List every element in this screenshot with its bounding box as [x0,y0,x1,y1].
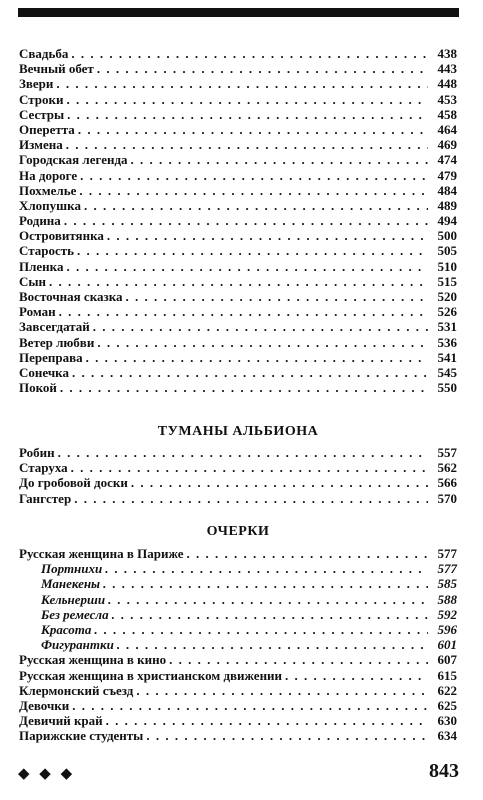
toc-entry-title: Красота [41,621,92,637]
toc-entry [19,460,457,475]
toc-entry-page: 630 [437,713,457,729]
toc-entry-title: Фигурантки [41,637,114,653]
toc-entry-title: Оперетта [19,121,75,137]
dot-leader [97,335,428,350]
toc-entry-title: Гангстер [19,490,72,506]
toc-entry [19,365,457,380]
toc-entry-page: 550 [437,380,457,396]
toc-entry-title: Парижские студенты [19,728,144,744]
toc-entry-page: 453 [437,91,457,107]
dot-leader [64,213,428,228]
toc-entry-title: Хлопушка [19,197,81,213]
toc-entry [19,350,457,365]
toc-entry-title: Манекены [41,576,101,592]
toc-entry [19,607,457,622]
dot-leader [108,592,428,607]
toc-entry-title: Свадьба [19,46,69,61]
toc-entry [19,183,457,198]
toc-entry-title: Похмелье [19,182,77,198]
dot-leader [187,546,428,561]
dot-leader [71,46,428,61]
toc-entry-title: Роман [19,304,56,320]
dot-leader [72,365,428,380]
toc-entry-page: 438 [437,46,457,61]
toc-entry [19,61,457,76]
toc-entry-page: 577 [437,561,457,577]
dot-leader [49,274,428,289]
toc-entry [19,637,457,652]
dot-leader [67,107,428,122]
toc-entry-page: 448 [437,76,457,92]
dot-leader [66,137,428,152]
toc-entry [19,274,457,289]
toc-entry-page: 541 [437,349,457,365]
dot-leader [97,61,428,76]
toc-entry-title: Русская женщина в христианском движении [19,667,283,683]
toc-entry [19,713,457,728]
toc-entry [19,198,457,213]
dot-leader [71,460,428,475]
toc-entry-title: Восточная сказка [19,289,123,304]
toc-entry-page: 566 [437,475,457,491]
dot-leader [80,168,428,183]
section-heading-ocherki: ОЧЕРКИ [206,524,270,539]
toc-entry [19,259,457,274]
toc-entry-page: 562 [437,460,457,476]
toc-entry-title: Сын [19,273,47,289]
toc-entry-page: 458 [437,106,457,122]
toc-entry [19,243,457,258]
toc-entry [19,561,457,576]
dot-leader [60,380,428,395]
top-rule [18,8,459,17]
toc-entry-page: 545 [437,364,457,380]
toc-entry-page: 443 [437,61,457,77]
toc-entry [19,652,457,667]
toc-entry-page: 526 [437,304,457,320]
toc-entry-title: Русская женщина в Париже [19,546,184,561]
dot-leader [136,683,428,698]
toc-entry-page: 585 [437,576,457,592]
toc-section-ocherki [19,546,457,743]
dot-leader [169,652,428,667]
toc-entry [19,168,457,183]
dot-leader [106,713,428,728]
toc-entry-page: 510 [437,258,457,274]
page-number: 843 [429,760,459,782]
toc-entry [19,592,457,607]
dot-leader [107,228,428,243]
dot-leader [59,304,428,319]
dot-leader [146,728,428,743]
toc-entry-page: 601 [437,637,457,653]
toc-entry [19,335,457,350]
dot-leader [66,259,428,274]
dot-leader [66,92,428,107]
toc-entry-page: 515 [437,273,457,289]
dot-leader [58,445,428,460]
toc-entry-page: 536 [437,334,457,350]
toc-entry-title: Пленка [19,258,64,274]
toc-entry [19,728,457,743]
toc-entry-page: 489 [437,197,457,213]
toc-entry [19,137,457,152]
toc-entry-title: Кельнерши [41,591,106,607]
toc-entry [19,289,457,304]
dot-leader [131,152,428,167]
toc-entry [19,213,457,228]
toc-entry [19,380,457,395]
dot-leader [285,668,428,683]
dot-leader [74,491,428,506]
toc-entry [19,445,457,460]
toc-entry-title: Старуха [19,460,68,476]
dot-leader [94,622,428,637]
section-heading-albion: ТУМАНЫ АЛЬБИОНА [157,424,319,439]
dot-leader [84,198,428,213]
toc-entry-title: Завсегдатай [19,319,90,335]
toc-entry-page: 588 [437,591,457,607]
toc-entry-title: Городская легенда [19,152,128,168]
toc-section-stories [19,46,457,395]
toc-entry [19,122,457,137]
toc-entry [19,668,457,683]
toc-entry-page: 520 [437,289,457,304]
toc-entry-page: 622 [437,682,457,698]
toc-entry-page: 577 [437,546,457,561]
toc-entry-title: На дороге [19,167,78,183]
toc-entry-page: 531 [437,319,457,335]
toc-entry-page: 615 [437,667,457,683]
toc-entry-page: 484 [437,182,457,198]
toc-entry-title: Вечный обет [19,61,94,77]
toc-entry [19,92,457,107]
dot-leader [72,698,428,713]
dot-leader [56,76,428,91]
dot-leader [86,350,428,365]
toc-entry-page: 592 [437,606,457,622]
toc-entry-title: Старость [19,243,75,259]
toc-entry-title: Строки [19,91,64,107]
toc-entry-page: 607 [437,652,457,668]
toc-entry-title: Ветер любви [19,334,95,350]
toc-entry-page: 479 [437,167,457,183]
toc-section-albion [19,445,457,506]
toc-entry [19,319,457,334]
toc-entry-page: 596 [437,621,457,637]
toc-entry [19,475,457,490]
toc-entry [19,107,457,122]
toc-entry-title: Покой [19,380,57,396]
footer-ornament: ◆ ◆ ◆ [18,766,76,782]
toc-entry-title: Девочки [19,697,70,713]
toc-entry-title: Звери [19,76,54,92]
dot-leader [131,475,428,490]
dot-leader [77,243,428,258]
toc-entry-page: 625 [437,697,457,713]
dot-leader [105,561,428,576]
toc-entry-page: 469 [437,137,457,153]
toc-entry [19,304,457,319]
toc-entry [19,491,457,506]
toc-entry [19,546,457,561]
toc-entry-page: 505 [437,243,457,259]
toc-entry-title: До гробовой доски [19,475,128,491]
dot-leader [112,607,428,622]
dot-leader [79,183,428,198]
toc-entry [19,576,457,591]
toc-entry-page: 500 [437,228,457,244]
toc-entry-title: Сонечка [19,364,69,380]
toc-entry-page: 494 [437,213,457,229]
toc-entry [19,622,457,637]
toc-entry-title: Девичий край [19,713,103,729]
dot-leader [93,319,428,334]
toc-entry-title: Сестры [19,106,65,122]
toc-entry-title: Русская женщина в кино [19,652,167,668]
toc-entry-title: Робин [19,445,55,460]
toc-entry [19,46,457,61]
toc-entry-title: Переправа [19,349,83,365]
toc-entry-title: Портнихи [41,561,103,577]
toc-entry [19,76,457,91]
toc-entry [19,698,457,713]
toc-entry [19,228,457,243]
toc-entry-page: 570 [437,490,457,506]
toc-entry-page: 557 [437,445,457,460]
toc-entry-title: Клермонский съезд [19,682,134,698]
toc-entry [19,152,457,167]
toc-entry-page: 464 [437,121,457,137]
toc-entry-title: Островитянка [19,228,104,244]
dot-leader [78,122,428,137]
dot-leader [126,289,428,304]
toc-entry [19,683,457,698]
toc-entry-title: Без ремесла [41,606,109,622]
dot-leader [103,576,428,591]
toc-entry-page: 474 [437,152,457,168]
dot-leader [117,637,428,652]
toc-entry-page: 634 [437,728,457,744]
toc-entry-title: Измена [19,137,63,153]
toc-entry-title: Родина [19,213,61,229]
